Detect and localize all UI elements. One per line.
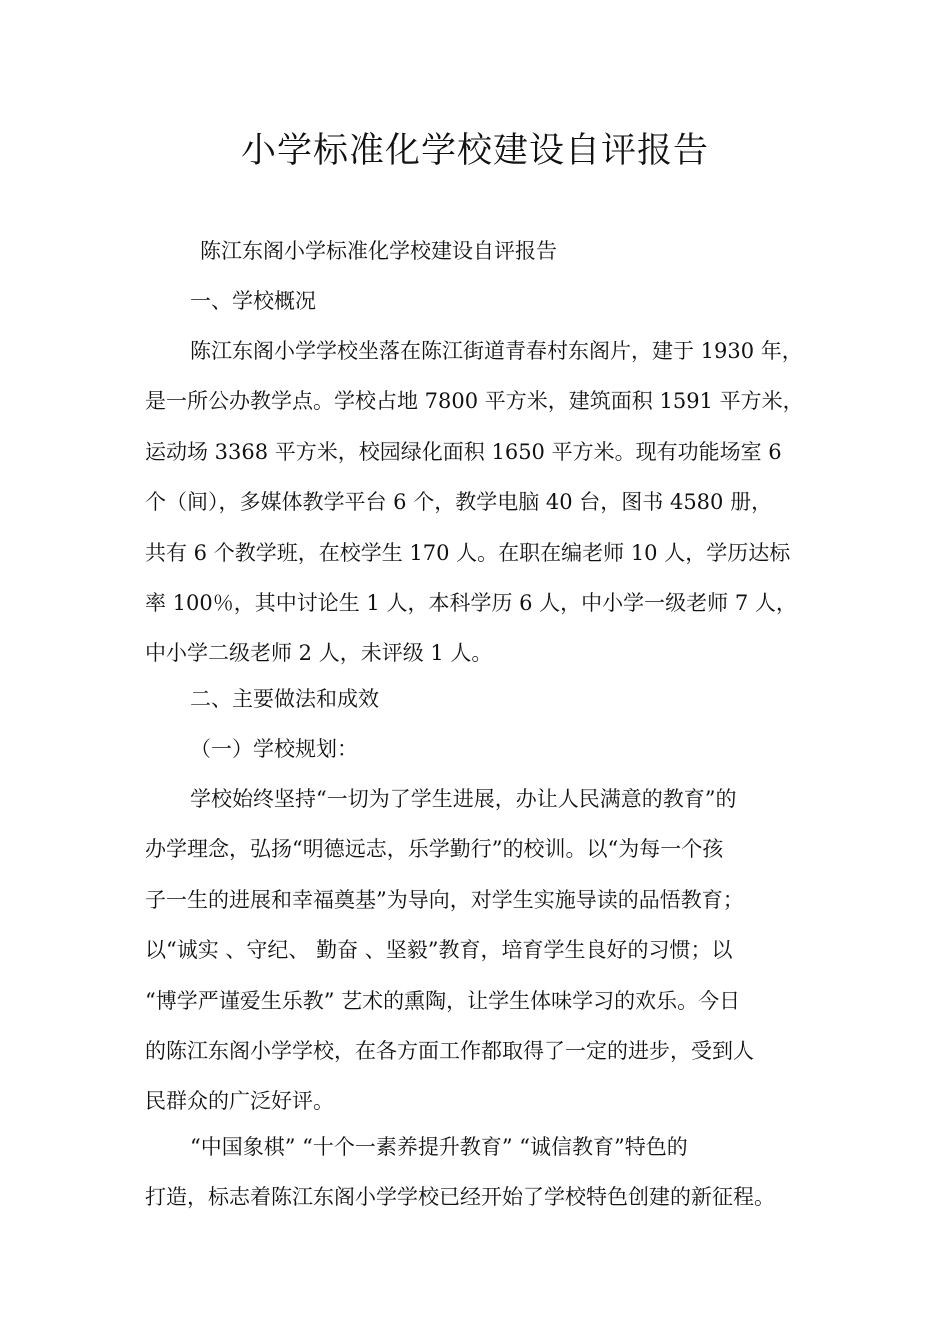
paragraph-features	[145, 1122, 825, 1223]
paragraph-line: 率 100％，其中讨论生 1 人，本科学历 6 人，中小学一级老师 7 人，	[145, 591, 797, 616]
subsection-heading-planning: （一）学校规划：	[190, 737, 358, 761]
paragraph-line: 子一生的进展和幸福奠基”为导向，对学生实施导读的品悟教育；	[145, 887, 744, 912]
document-subtitle: 陈江东阁小学标准化学校建设自评报告	[200, 239, 557, 263]
paragraph-line: “中国象棋” “十个一素养提升教育” “诚信教育”特色的	[190, 1135, 688, 1159]
paragraph-line: 学校始终坚持“一切为了学生进展，办让人民满意的教育”的	[190, 787, 737, 811]
paragraph-line: 个（间），多媒体教学平台 6 个，教学电脑 40 台，图书 4580 册，	[145, 490, 773, 515]
paragraph-line: 共有 6 个教学班，在校学生 170 人。在职在编老师 10 人，学历达标	[145, 540, 791, 565]
paragraph-line: 以“诚实 、守纪、 勤奋 、坚毅”教育，培育学生良好的习惯；以	[145, 938, 733, 963]
paragraph-line: 办学理念，弘扬“明德远志，乐学勤行”的校训。以“为每一个孩	[145, 837, 724, 862]
paragraph-line: 的陈江东阁小学学校，在各方面工作都取得了一定的进步，受到人	[145, 1039, 754, 1064]
document-title: 小学标准化学校建设自评报告	[240, 131, 709, 171]
section-heading-practices: 二、主要做法和成效	[190, 687, 379, 711]
section-heading-overview: 一、学校概况	[190, 289, 316, 313]
paragraph-line: 民群众的广泛好评。	[145, 1089, 334, 1114]
paragraph-line: 中小学二级老师 2 人，未评级 1 人。	[145, 641, 493, 666]
paragraph-line: “博学严谨爱生乐教” 艺术的熏陶，让学生体味学习的欢乐。今日	[145, 988, 741, 1013]
paragraph-overview	[145, 326, 825, 679]
paragraph-line: 陈江东阁小学学校坐落在陈江街道青春村东阁片，建于 1930 年，	[190, 339, 803, 363]
paragraph-line: 打造，标志着陈江东阁小学学校已经开始了学校特色创建的新征程。	[145, 1185, 775, 1210]
paragraph-line: 是一所公办教学点。学校占地 7800 平方米，建筑面积 1591 平方米，	[145, 389, 804, 414]
paragraph-planning	[145, 774, 825, 1127]
paragraph-line: 运动场 3368 平方米，校园绿化面积 1650 平方米。现有功能场室 6	[145, 439, 782, 464]
